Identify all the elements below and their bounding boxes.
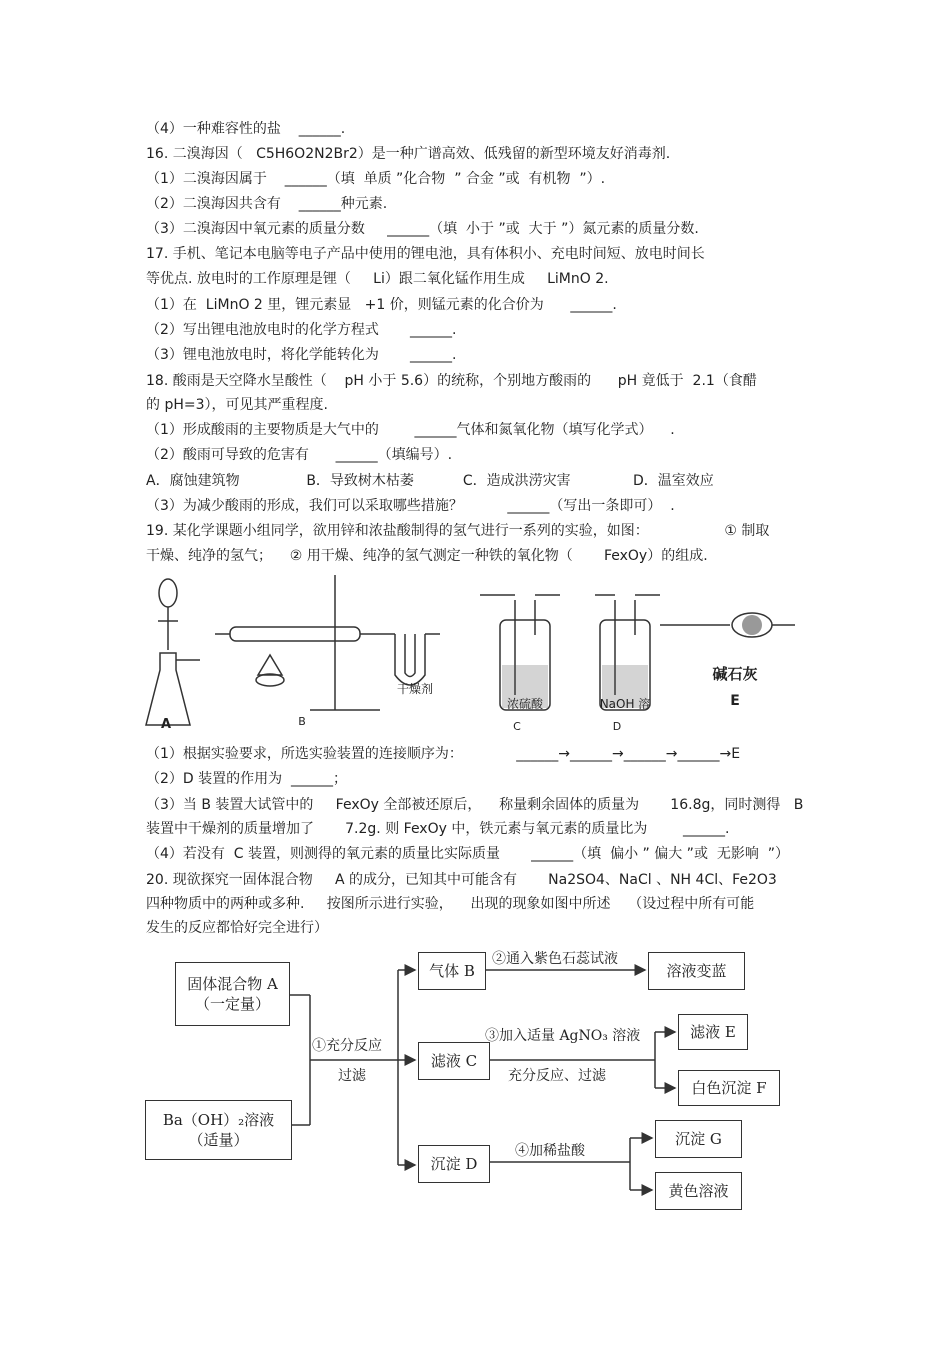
- box-precipitate-d: 沉淀 D: [418, 1145, 490, 1183]
- step4-label: ④加稀盐酸: [515, 1143, 585, 1159]
- text-line: （4）若没有 C 装置，则测得的氧元素的质量比实际质量 ______（填 偏小 ” 偏大 ”或 无影响 ”）: [146, 846, 789, 862]
- label-D: D: [612, 720, 622, 733]
- text-line: 20. 现欲探究一固体混合物 A 的成分，已知其中可能含有 Na2SO4、NaCl 、NH 4Cl、Fe2O3: [146, 872, 777, 888]
- label-E: E: [730, 693, 740, 709]
- text-line: 四种物质中的两种或多种. 按图所示进行实验， 出现的现象如图中所述 （设过程中所有可能: [146, 896, 755, 912]
- step1-label: ①充分反应: [312, 1038, 382, 1054]
- label-A: A: [160, 717, 172, 732]
- box-filtrate-e: 滤液 E: [678, 1014, 748, 1050]
- text-line: （2）D 装置的作用为 ______；: [146, 771, 348, 787]
- apparatus-drawing: [140, 565, 810, 740]
- text-line: 发生的反应都恰好完全进行）: [146, 920, 328, 936]
- text-line: 等优点. 放电时的工作原理是锂（ Li）跟二氧化锰作用生成 LiMnO 2.: [146, 271, 609, 287]
- text-line: （3）为减少酸雨的形成，我们可以采取哪些措施？ ______（写出一条即可） .: [146, 498, 675, 514]
- text-line: 16. 二溴海因（ C5H6O2N2Br2）是一种广谱高效、低残留的新型环境友好消毒剂.: [146, 146, 671, 162]
- text-line: （3）二溴海因中氧元素的质量分数 ______（填 小于 ”或 大于 ”）氮元素的质量分数.: [146, 221, 699, 237]
- text-line: （1）根据实验要求，所选实验装置的连接顺序为： ______→______→______→______→E: [146, 746, 741, 762]
- text-line: （2）写出锂电池放电时的化学方程式 ______.: [146, 322, 457, 338]
- text-line: （4）一种难容性的盐 ______.: [146, 121, 346, 137]
- text-line: （2）二溴海因共含有 ______种元素.: [146, 196, 388, 212]
- text-line: 装置中干燥剂的质量增加了 7.2g. 则 FexOy 中，铁元素与氧元素的质量比为 ______.: [146, 821, 730, 837]
- box-filtrate-c: 滤液 C: [418, 1042, 490, 1080]
- label-d-reagent: NaOH 溶: [599, 697, 651, 711]
- text-line: （3）锂电池放电时，将化学能转化为 ______.: [146, 347, 457, 363]
- step3-label: ③加入适量 AgNO₃ 溶液: [485, 1028, 641, 1044]
- text-line: 17. 手机、笔记本电脑等电子产品中使用的锂电池，具有体积小、充电时间短、放电时间长: [146, 246, 705, 262]
- text-line: （1）二溴海因属于 ______（填 单质 ”化合物 ” 合金 ”或 有机物 ”）.: [146, 171, 606, 187]
- step2-label: ②通入紫色石蕊试液: [492, 951, 618, 967]
- label-dryer: 干燥剂: [396, 682, 433, 696]
- box-yellow-solution: 黄色溶液: [655, 1172, 742, 1210]
- box-gas-b: 气体 B: [418, 952, 486, 990]
- box-mixture-a: 固体混合物 A （一定量）: [175, 962, 290, 1026]
- apparatus-figure: [140, 565, 810, 740]
- step3-filter-label: 充分反应、过滤: [508, 1068, 606, 1084]
- box-precipitate-g: 沉淀 G: [655, 1120, 742, 1158]
- text-line: 干燥、纯净的氢气； ② 用干燥、纯净的氢气测定一种铁的氧化物（ FexOy）的组成.: [146, 548, 708, 564]
- label-e-reagent: 碱石灰: [712, 665, 758, 683]
- text-line: （1）形成酸雨的主要物质是大气中的 ______气体和氮氧化物（填写化学式） .: [146, 422, 675, 438]
- label-C: C: [513, 720, 521, 733]
- step1-filter-label: 过滤: [338, 1068, 366, 1084]
- text-line: 18. 酸雨是天空降水呈酸性（ pH 小于 5.6）的统称，个别地方酸雨的 pH 竟低于 2.1（食醋: [146, 373, 757, 389]
- text-line: 19. 某化学课题小组同学，欲用锌和浓盐酸制得的氢气进行一系列的实验，如图： ① 制取: [146, 523, 770, 539]
- box-precipitate-f: 白色沉淀 F: [678, 1070, 780, 1106]
- box-baoh-solution: Ba（OH）₂溶液 （适量）: [145, 1100, 292, 1160]
- text-line: （3）当 B 装置大试管中的 FexOy 全部被还原后， 称量剩余固体的质量为 16.8g，同时测得 B: [146, 797, 804, 813]
- box-solution-blue: 溶液变蓝: [648, 952, 745, 990]
- text-line: A．腐蚀建筑物 B．导致树木枯萎 C．造成洪涝灾害 D．温室效应: [146, 473, 714, 489]
- label-B: B: [298, 715, 306, 728]
- text-line: （1）在 LiMnO 2 里，锂元素显 +1 价，则锰元素的化合价为 ______.: [146, 297, 617, 313]
- flowchart: [140, 940, 790, 1210]
- label-c-reagent: 浓硫酸: [506, 697, 543, 711]
- text-line: （2）酸雨可导致的危害有 ______（填编号）.: [146, 447, 453, 463]
- text-line: 的 pH=3），可见其严重程度.: [146, 397, 328, 413]
